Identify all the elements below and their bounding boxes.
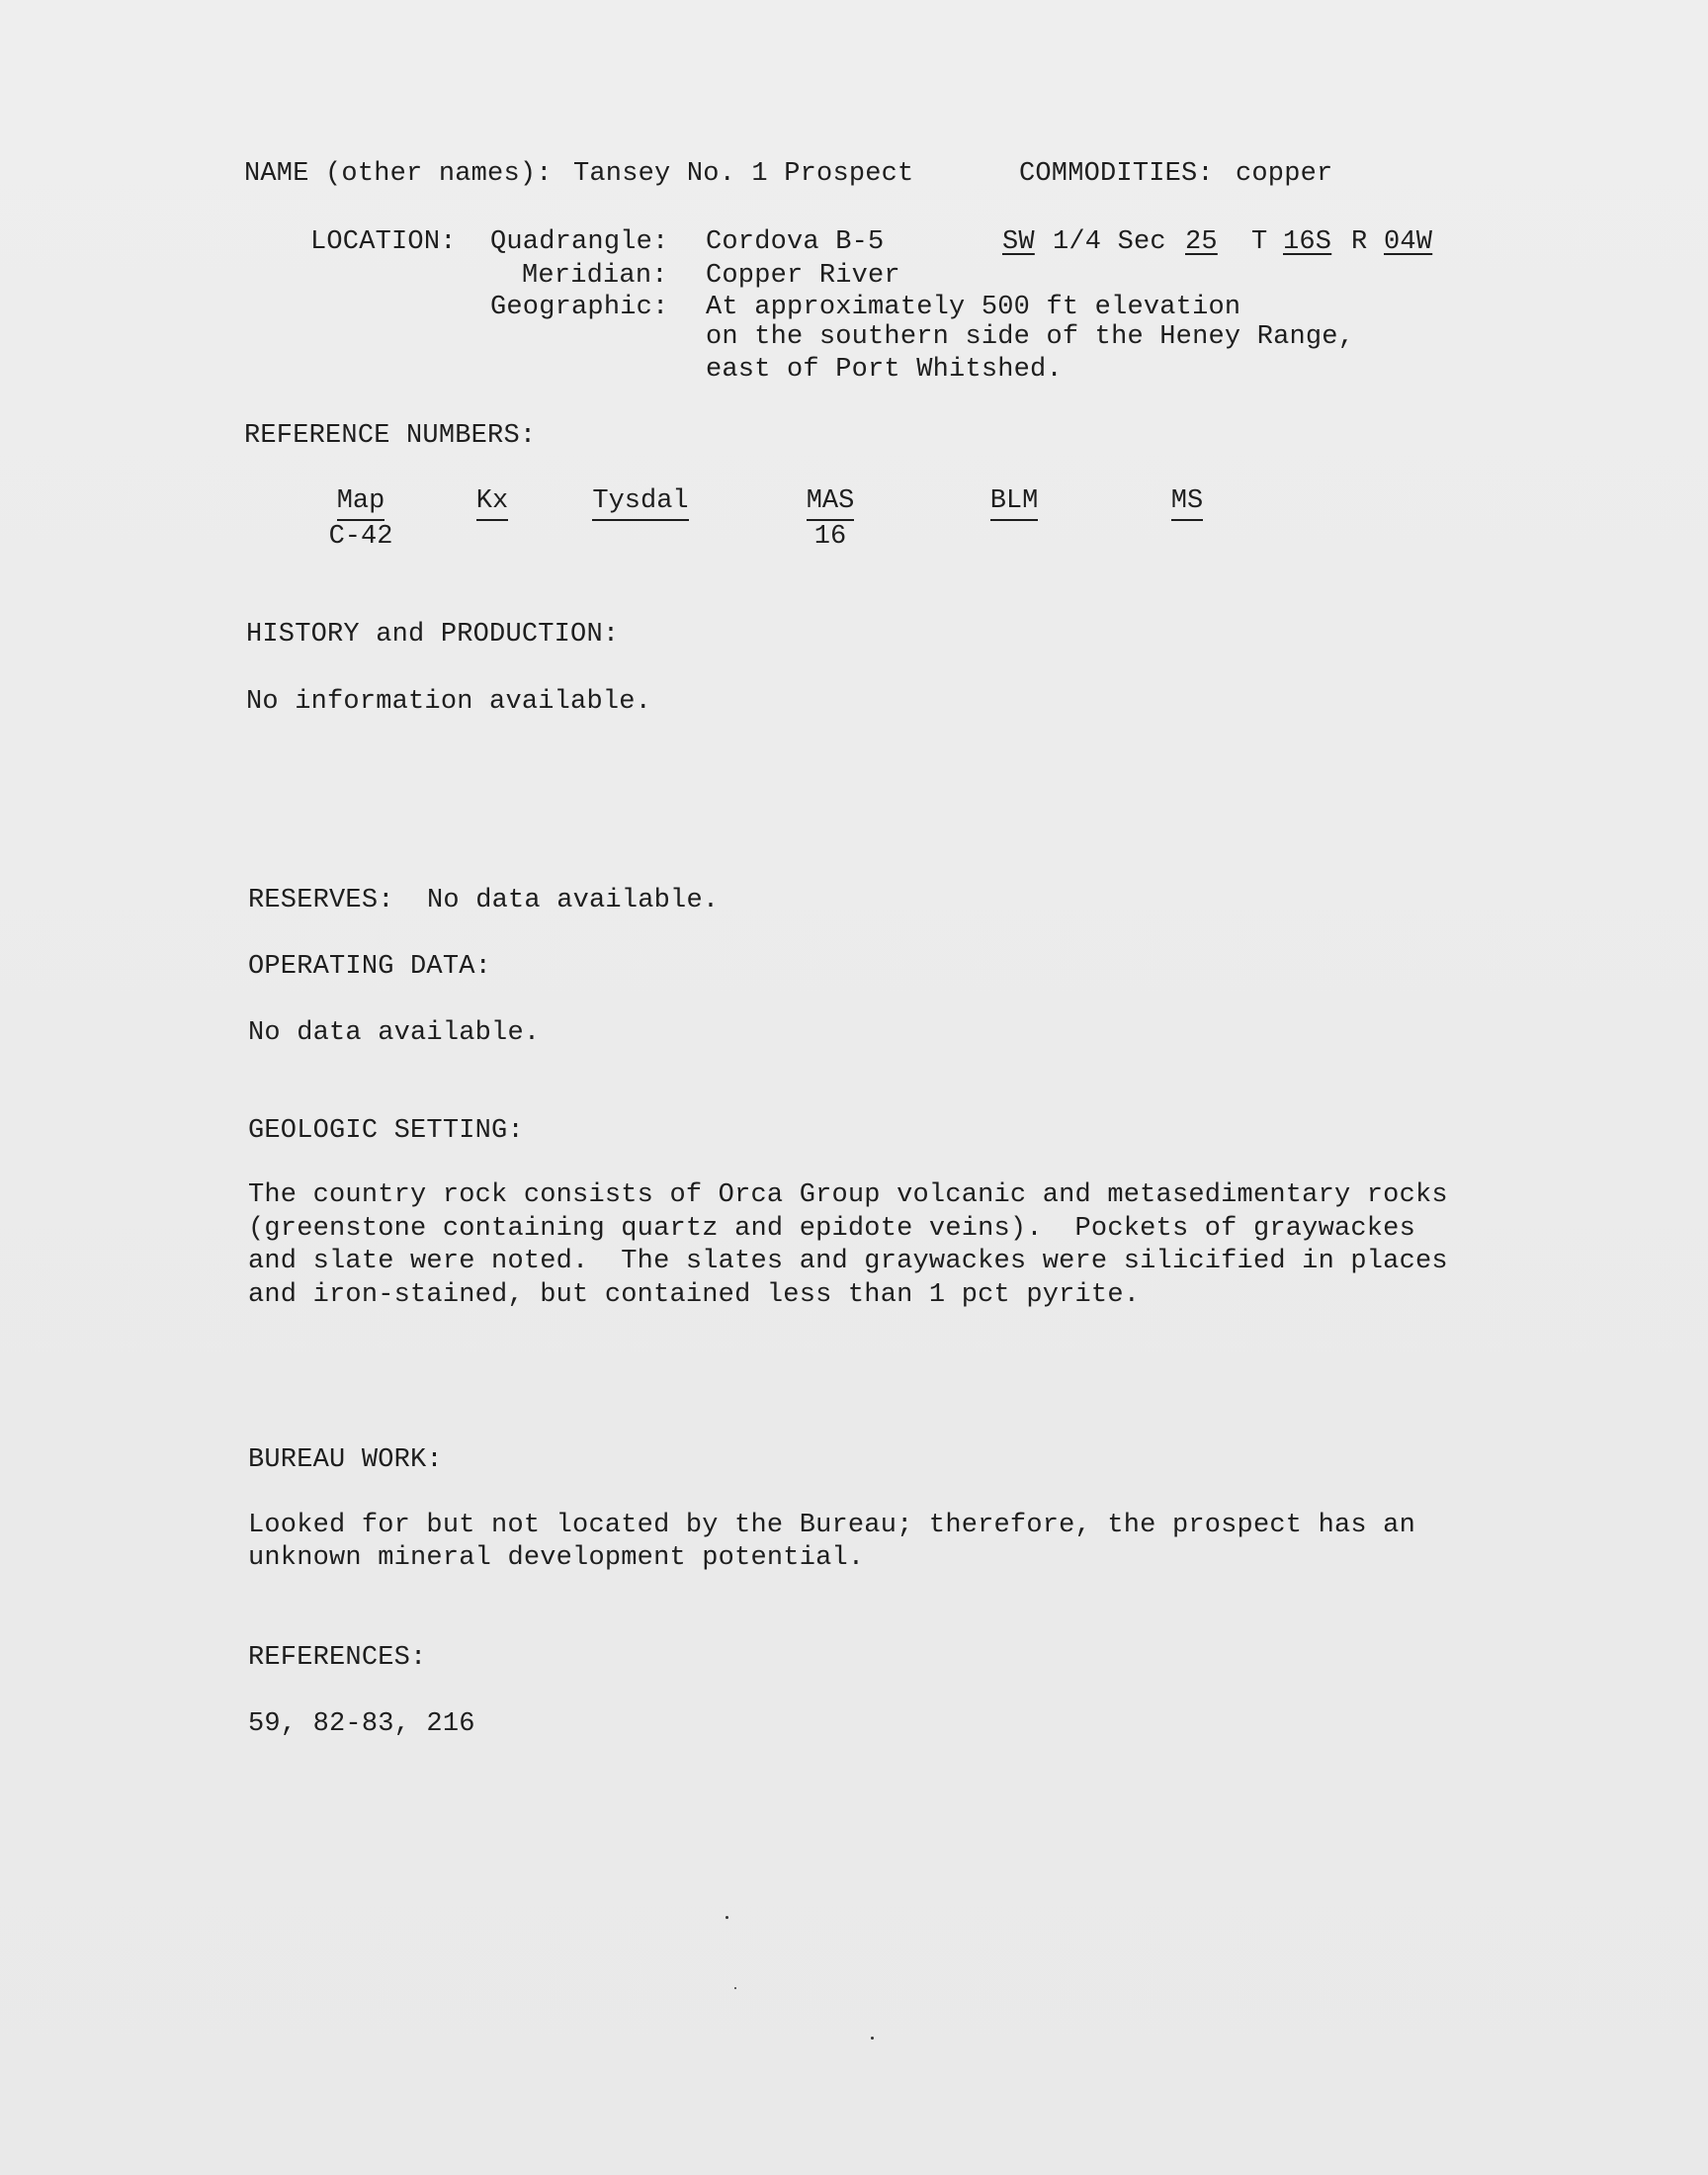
commodities-value: copper: [1236, 159, 1333, 189]
ref-header: MS: [1171, 484, 1203, 521]
operating-text: No data available.: [248, 1018, 541, 1048]
ref-column-tysdal: [589, 484, 692, 521]
scan-speck: [734, 1987, 736, 1989]
ref-header: Map: [337, 484, 385, 521]
ref-header: Tysdal: [592, 484, 688, 521]
section-number: 25: [1185, 227, 1218, 257]
ref-column-blm: [986, 484, 1042, 521]
quarter-section: SW: [1002, 227, 1035, 257]
ref-header: Kx: [476, 484, 508, 521]
reserves-text: No data available.: [427, 886, 720, 915]
ref-header: MAS: [807, 484, 855, 521]
meridian-label: Meridian:: [522, 261, 668, 291]
ref-column-map: [326, 484, 395, 553]
bureau-line: unknown mineral development potential.: [248, 1543, 865, 1573]
geographic-label: Geographic:: [490, 293, 669, 322]
operating-title: OPERATING DATA:: [248, 952, 492, 982]
scan-speck: [871, 2037, 874, 2040]
ref-column-mas: [803, 484, 858, 553]
geographic-line: east of Port Whitshed.: [706, 355, 1063, 385]
history-title: HISTORY and PRODUCTION:: [246, 620, 620, 650]
ref-header: BLM: [990, 484, 1039, 521]
reference-numbers-title: REFERENCE NUMBERS:: [244, 421, 537, 451]
name-label: NAME (other names):: [244, 159, 553, 189]
ref-value: C-42: [328, 522, 393, 552]
geologic-line: (greenstone containing quartz and epidote veins). Pockets of graywackes: [248, 1214, 1415, 1244]
quarter-suffix: 1/4 Sec: [1053, 227, 1166, 257]
geographic-line: At approximately 500 ft elevation: [706, 293, 1241, 322]
reserves-label: RESERVES:: [248, 886, 394, 915]
history-text: No information available.: [246, 687, 652, 717]
ref-column-ms: [1168, 484, 1206, 521]
quadrangle-value: Cordova B-5: [706, 227, 885, 257]
scan-speck: [726, 1916, 728, 1919]
references-title: REFERENCES:: [248, 1643, 427, 1673]
references-text: 59, 82-83, 216: [248, 1709, 475, 1739]
geographic-line: on the southern side of the Heney Range,: [706, 322, 1355, 352]
geologic-line: and slate were noted. The slates and graywackes were silicified in places: [248, 1247, 1448, 1276]
bureau-title: BUREAU WORK:: [248, 1445, 443, 1475]
township-label: T: [1251, 227, 1268, 257]
range-value: 04W: [1384, 227, 1433, 257]
quadrangle-label: Quadrangle:: [490, 227, 669, 257]
ref-value: 16: [813, 522, 847, 552]
geologic-line: and iron-stained, but contained less than 1 pct pyrite.: [248, 1280, 1141, 1310]
geologic-title: GEOLOGIC SETTING:: [248, 1116, 524, 1146]
location-label: LOCATION:: [310, 227, 457, 257]
commodities-label: COMMODITIES:: [1019, 159, 1214, 189]
township-value: 16S: [1283, 227, 1332, 257]
bureau-line: Looked for but not located by the Bureau; therefore, the prospect has an: [248, 1511, 1415, 1540]
range-label: R: [1351, 227, 1368, 257]
meridian-value: Copper River: [706, 261, 900, 291]
name-value: Tansey No. 1 Prospect: [573, 159, 914, 189]
ref-column-kx: [472, 484, 512, 521]
geologic-line: The country rock consists of Orca Group volcanic and metasedimentary rocks: [248, 1180, 1448, 1210]
